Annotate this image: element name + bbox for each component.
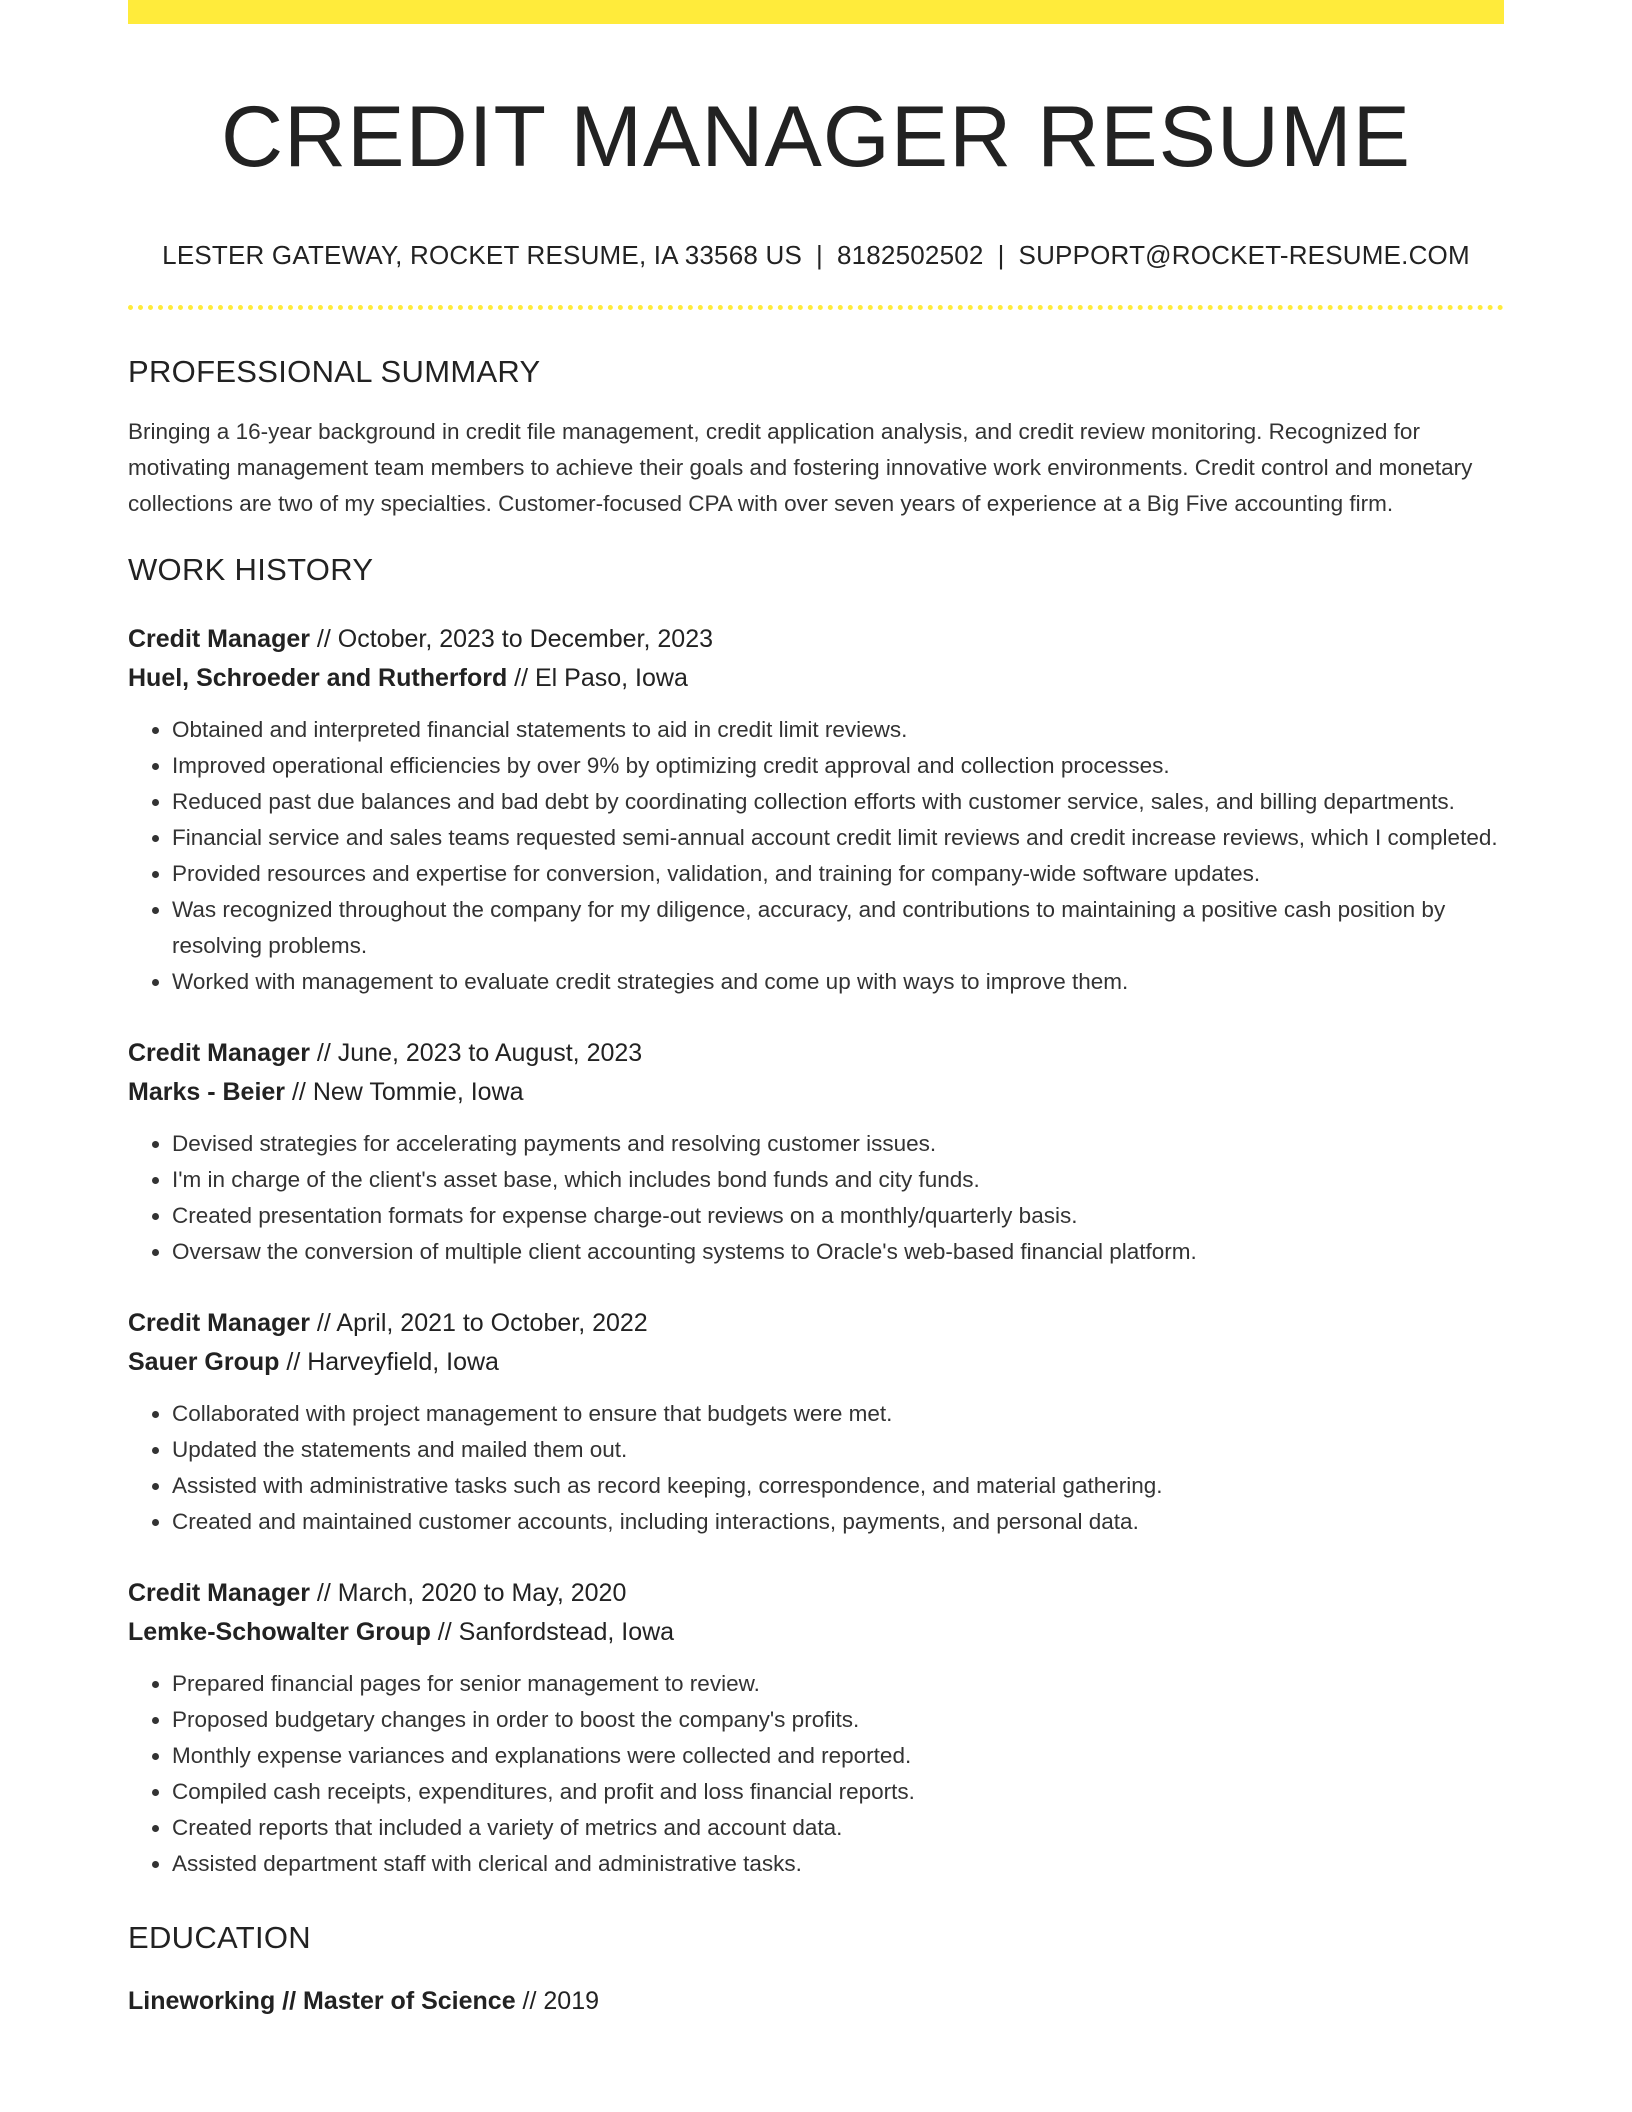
job-entry [128,1034,1504,1270]
job-role-line [128,1304,1504,1343]
job-bullets [128,712,1504,1000]
job-bullets [128,1666,1504,1882]
section-title-education: EDUCATION [128,1919,311,1955]
section-title-work-history: WORK HISTORY [128,551,374,587]
job-role-line [128,1034,1504,1073]
job-role: Credit Manager [128,1038,310,1067]
job-dates: // June, 2023 to August, 2023 [309,1038,643,1067]
job-bullet: • Proposed budgetary changes in order to boost the company's profits. [172,1702,1504,1738]
job-dates: // March, 2020 to May, 2020 [309,1578,627,1607]
job-bullet: • Created reports that included a variety of metrics and account data. [172,1810,1504,1846]
job-dates: // October, 2023 to December, 2023 [309,624,714,653]
job-bullet: • Reduced past due balances and bad debt by coordinating collection efforts with customer service, sales, and billing departments. [172,784,1504,820]
job-bullet: • Compiled cash receipts, expenditures, and profit and loss financial reports. [172,1774,1504,1810]
job-bullet: • Was recognized throughout the company for my diligence, accuracy, and contributions to maintaining a positive cash position by resolving problems. [172,892,1504,964]
summary-text: Bringing a 16-year background in credit file management, credit application analysis, and credit review monitoring. Recognized for motivating management team members to achieve their goals and fostering innovative work environments. Credit control and monetary collections are two of my specialties. Customer-focused CPA with over seven years of experience at a Big Five accounting firm. [128,418,1473,516]
job-bullet: • Financial service and sales teams requested semi-annual account credit limit reviews and credit increase reviews, which I completed. [172,820,1504,856]
contact-separator: | [815,240,823,271]
job-company-line [128,1343,1504,1382]
job-company: Huel, Schroeder and Rutherford [128,663,508,692]
job-entry [128,1304,1504,1540]
contact-address: LESTER GATEWAY, ROCKET RESUME, IA 33568 US [162,240,802,271]
job-role-line [128,620,1504,659]
job-bullets [128,1396,1504,1540]
resume-title: CREDIT MANAGER RESUME [220,89,1412,185]
job-bullet: • Created presentation formats for expense charge-out reviews on a monthly/quarterly basis. [172,1198,1504,1234]
job-role: Credit Manager [128,624,310,653]
job-role: Credit Manager [128,1578,310,1607]
job-company: Lemke-Schowalter Group [128,1617,431,1646]
job-bullet: • Updated the statements and mailed them out. [172,1432,1504,1468]
job-bullet: • Worked with management to evaluate credit strategies and come up with ways to improve them. [172,964,1504,1000]
accent-bar [128,0,1504,24]
job-entry [128,620,1504,1000]
job-role-line [128,1574,1504,1613]
section-title-summary: PROFESSIONAL SUMMARY [128,353,541,389]
education-year: // 2019 [515,1986,600,2015]
job-company-line [128,659,1504,698]
job-dates: // April, 2021 to October, 2022 [309,1308,648,1337]
job-bullet: • Devised strategies for accelerating payments and resolving customer issues. [172,1126,1504,1162]
job-bullet: • Collaborated with project management to ensure that budgets were met. [172,1396,1504,1432]
job-location: // New Tommie, Iowa [285,1077,524,1106]
job-bullet: • Obtained and interpreted financial statements to aid in credit limit reviews. [172,712,1504,748]
job-location: // Sanfordstead, Iowa [430,1617,675,1646]
education-school-degree: Lineworking // Master of Science [128,1986,516,2015]
job-bullet: • Improved operational efficiencies by over 9% by optimizing credit approval and collection processes. [172,748,1504,784]
job-bullet: • Prepared financial pages for senior management to review. [172,1666,1504,1702]
contact-line [128,239,1504,273]
job-bullet: • Created and maintained customer accounts, including interactions, payments, and personal data. [172,1504,1504,1540]
job-entry [128,1574,1504,1882]
contact-phone: 8182502502 [836,240,984,271]
job-company-line [128,1073,1504,1112]
contact-email: SUPPORT@ROCKET-RESUME.COM [1018,240,1470,271]
job-bullet: • Provided resources and expertise for conversion, validation, and training for company-wide software updates. [172,856,1504,892]
education-entry [128,1982,1504,2021]
job-company-line [128,1613,1504,1652]
job-location: // El Paso, Iowa [507,663,688,692]
resume-page [128,0,1504,2021]
job-bullet: • Oversaw the conversion of multiple client accounting systems to Oracle's web-based financial platform. [172,1234,1504,1270]
dotted-divider [128,305,1504,310]
job-bullet: • Assisted department staff with clerical and administrative tasks. [172,1846,1504,1882]
job-role: Credit Manager [128,1308,310,1337]
job-location: // Harveyfield, Iowa [279,1347,499,1376]
job-company: Marks - Beier [128,1077,286,1106]
job-bullet: • I'm in charge of the client's asset base, which includes bond funds and city funds. [172,1162,1504,1198]
job-bullets [128,1126,1504,1270]
job-company: Sauer Group [128,1347,280,1376]
job-bullet: • Assisted with administrative tasks such as record keeping, correspondence, and material gathering. [172,1468,1504,1504]
job-bullet: • Monthly expense variances and explanations were collected and reported. [172,1738,1504,1774]
contact-separator: | [997,240,1005,271]
